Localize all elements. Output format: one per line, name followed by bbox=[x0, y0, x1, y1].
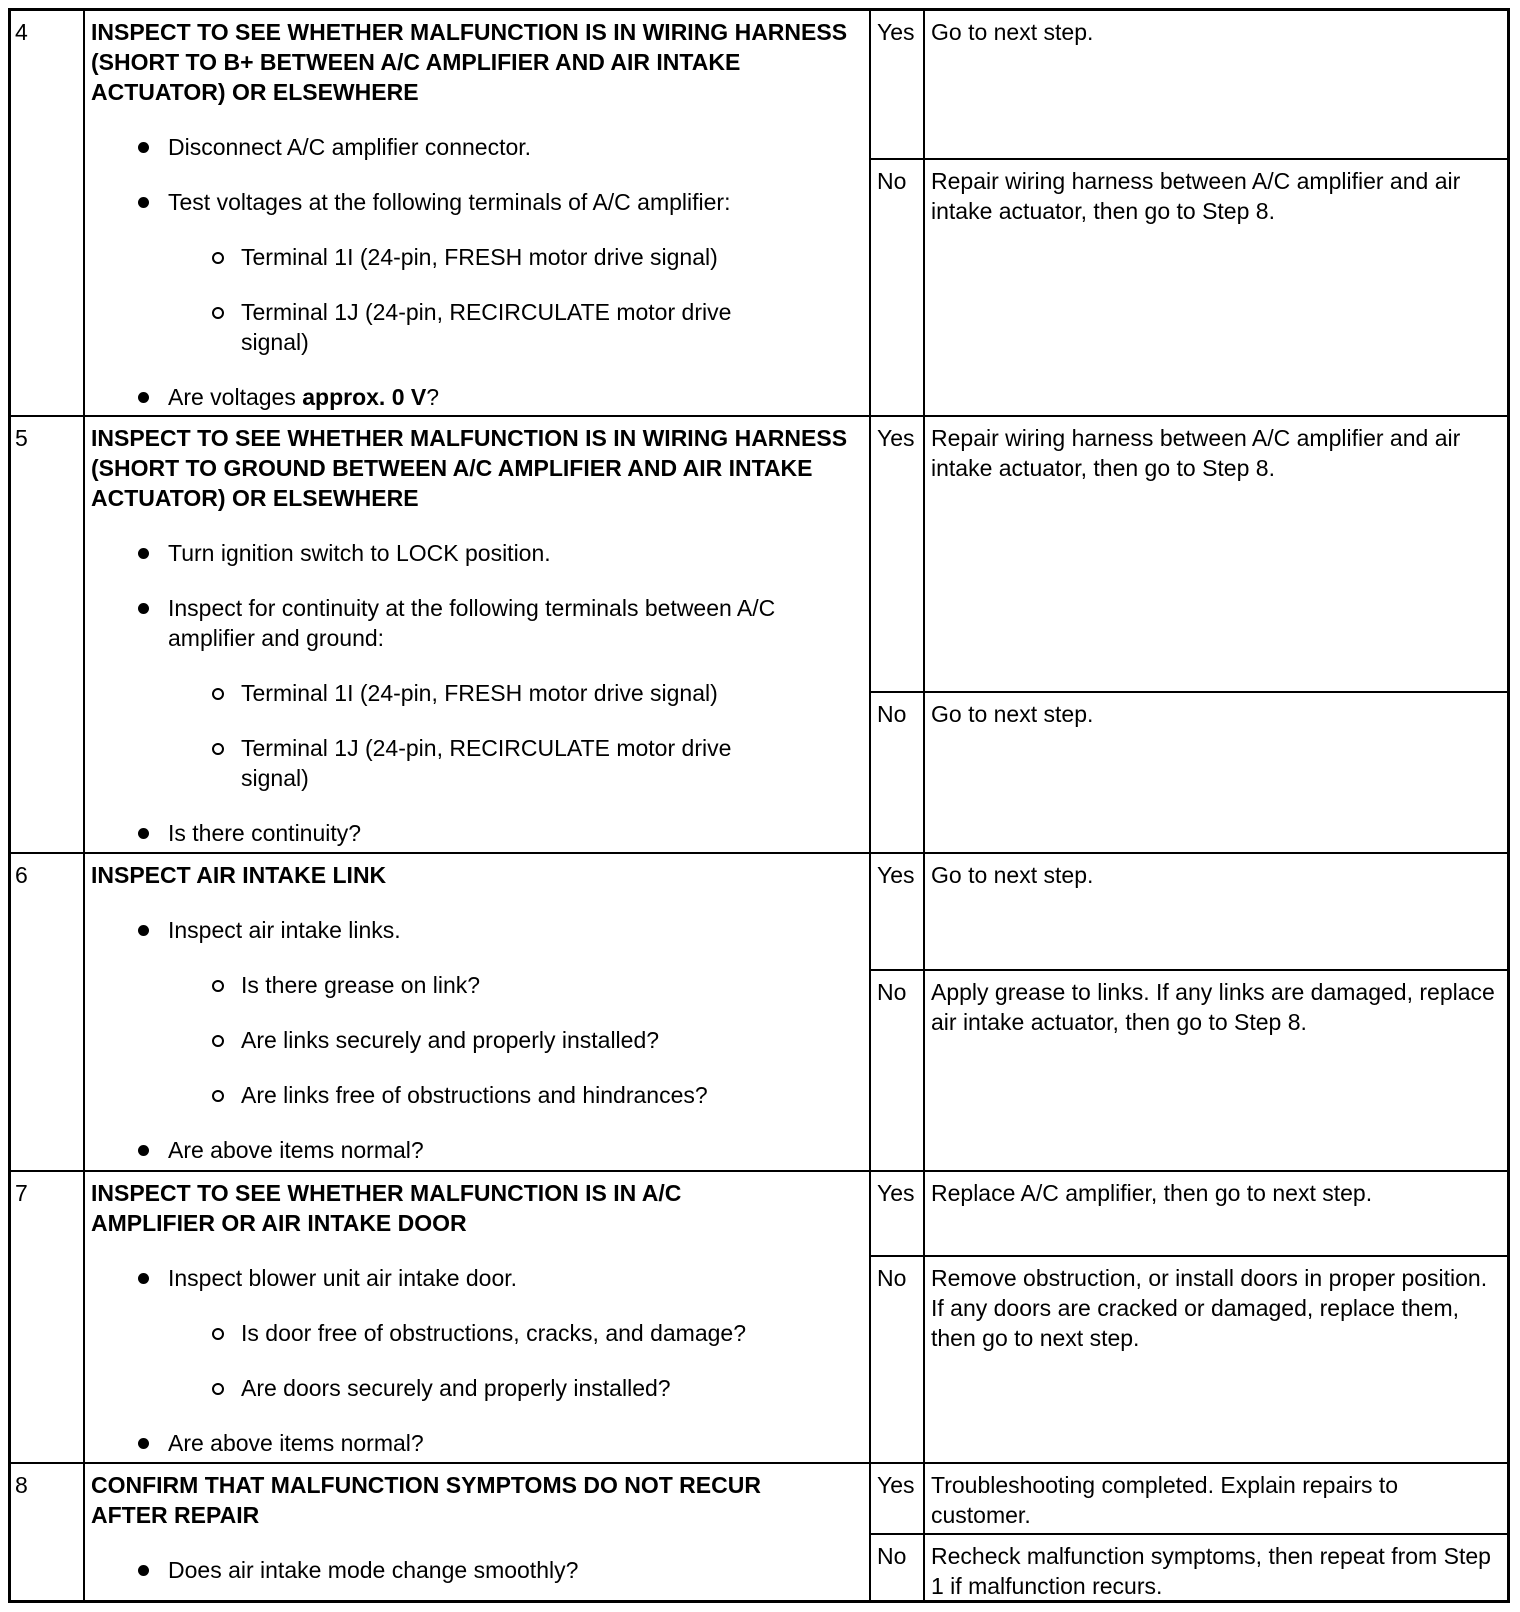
no-result bbox=[871, 1257, 1507, 1462]
step-number: 8 bbox=[11, 1464, 85, 1601]
table-row-step-5 bbox=[11, 417, 1507, 854]
no-label: No bbox=[871, 1257, 925, 1462]
step-detail bbox=[85, 854, 871, 1170]
yes-action: Replace A/C amplifier, then go to next step. bbox=[931, 1180, 1373, 1206]
step-heading: INSPECT AIR INTAKE LINK bbox=[91, 862, 387, 888]
sub-bullet-item: Are doors securely and properly installed? bbox=[91, 1373, 869, 1403]
sub-bullet-item: Terminal 1I (24-pin, FRESH motor drive signal) bbox=[91, 678, 869, 708]
result-column bbox=[871, 417, 1507, 852]
yes-result bbox=[871, 1172, 1507, 1257]
yes-action: Go to next step. bbox=[931, 862, 1094, 888]
step-number: 5 bbox=[11, 417, 85, 852]
sub-bullet-item: Terminal 1J (24-pin, RECIRCULATE motor drive signal) bbox=[91, 733, 869, 793]
no-action: Apply grease to links. If any links are damaged, replace air intake actuator, then go to Step 8. bbox=[931, 979, 1495, 1035]
step-detail bbox=[85, 1464, 871, 1601]
question-text: Are voltages bbox=[168, 384, 303, 410]
yes-result bbox=[871, 417, 1507, 693]
troubleshooting-table bbox=[8, 8, 1510, 1603]
yes-label: Yes bbox=[871, 1172, 925, 1255]
bullet-item: Are above items normal? bbox=[91, 1135, 869, 1165]
bullet-item: Test voltages at the following terminals of A/C amplifier: bbox=[91, 187, 869, 217]
result-column bbox=[871, 854, 1507, 1170]
yes-label: Yes bbox=[871, 417, 925, 691]
sub-bullet-item: Terminal 1I (24-pin, FRESH motor drive signal) bbox=[91, 242, 869, 272]
yes-action: Troubleshooting completed. Explain repairs to customer. bbox=[931, 1472, 1399, 1528]
bullet-item: Are above items normal? bbox=[91, 1428, 869, 1458]
question-mark: ? bbox=[426, 384, 440, 410]
no-result bbox=[871, 693, 1507, 852]
no-label: No bbox=[871, 160, 925, 415]
yes-result bbox=[871, 11, 1507, 160]
bullet-item: Does air intake mode change smoothly? bbox=[91, 1555, 869, 1585]
sub-bullet-item: Terminal 1J (24-pin, RECIRCULATE motor drive signal) bbox=[91, 297, 869, 357]
no-action: Remove obstruction, or install doors in proper position. If any doors are cracked or damaged, replace them, then go to next step. bbox=[931, 1265, 1488, 1351]
no-label: No bbox=[871, 971, 925, 1170]
no-result bbox=[871, 971, 1507, 1170]
step-number: 6 bbox=[11, 854, 85, 1170]
no-action: Recheck malfunction symptoms, then repeat from Step 1 if malfunction recurs. bbox=[931, 1543, 1491, 1599]
step-number: 4 bbox=[11, 11, 85, 415]
yes-label: Yes bbox=[871, 1464, 925, 1533]
table-row-step-8 bbox=[11, 1464, 1507, 1601]
table-row-step-7 bbox=[11, 1172, 1507, 1464]
step-heading: INSPECT TO SEE WHETHER MALFUNCTION IS IN A/C AMPLIFIER OR AIR INTAKE DOOR bbox=[91, 1180, 682, 1236]
sub-bullet-item: Are links securely and properly installed? bbox=[91, 1025, 869, 1055]
bullet-item: Inspect air intake links. bbox=[91, 915, 869, 945]
no-label: No bbox=[871, 693, 925, 852]
bullet-item bbox=[91, 382, 869, 412]
sub-bullet-item: Is door free of obstructions, cracks, and damage? bbox=[91, 1318, 869, 1348]
step-detail bbox=[85, 417, 871, 852]
yes-result bbox=[871, 854, 1507, 971]
sub-bullet-item: Is there grease on link? bbox=[91, 970, 869, 1000]
yes-action: Go to next step. bbox=[931, 19, 1094, 45]
yes-label: Yes bbox=[871, 854, 925, 969]
bullet-item: Disconnect A/C amplifier connector. bbox=[91, 132, 869, 162]
bullet-item: Inspect blower unit air intake door. bbox=[91, 1263, 869, 1293]
table-row-step-6 bbox=[11, 854, 1507, 1172]
no-label: No bbox=[871, 1535, 925, 1601]
no-result bbox=[871, 160, 1507, 415]
no-action: Repair wiring harness between A/C amplifier and air intake actuator, then go to Step 8. bbox=[931, 168, 1461, 224]
step-detail bbox=[85, 11, 871, 415]
step-heading: CONFIRM THAT MALFUNCTION SYMPTOMS DO NOT RECUR AFTER REPAIR bbox=[91, 1472, 761, 1528]
step-heading: INSPECT TO SEE WHETHER MALFUNCTION IS IN WIRING HARNESS (SHORT TO GROUND BETWEEN A/C AMPLIFIER AND AIR INTAKE ACTUATOR) OR ELSEWHERE bbox=[91, 425, 848, 511]
no-result bbox=[871, 1535, 1507, 1601]
table-row-step-4 bbox=[11, 11, 1507, 417]
yes-result bbox=[871, 1464, 1507, 1535]
yes-label: Yes bbox=[871, 11, 925, 158]
bullet-item: Turn ignition switch to LOCK position. bbox=[91, 538, 869, 568]
no-action: Go to next step. bbox=[931, 701, 1094, 727]
bullet-item: Is there continuity? bbox=[91, 818, 869, 848]
step-heading: INSPECT TO SEE WHETHER MALFUNCTION IS IN WIRING HARNESS (SHORT TO B+ BETWEEN A/C AMPLIFIER AND AIR INTAKE ACTUATOR) OR ELSEWHERE bbox=[91, 19, 848, 105]
step-number: 7 bbox=[11, 1172, 85, 1462]
yes-action: Repair wiring harness between A/C amplifier and air intake actuator, then go to Step 8. bbox=[931, 425, 1461, 481]
emphasis-text: approx. 0 V bbox=[302, 384, 427, 410]
result-column bbox=[871, 1172, 1507, 1462]
step-detail bbox=[85, 1172, 871, 1462]
result-column bbox=[871, 1464, 1507, 1601]
result-column bbox=[871, 11, 1507, 415]
bullet-item: Inspect for continuity at the following terminals between A/C amplifier and ground: bbox=[91, 593, 869, 653]
sub-bullet-item: Are links free of obstructions and hindrances? bbox=[91, 1080, 869, 1110]
